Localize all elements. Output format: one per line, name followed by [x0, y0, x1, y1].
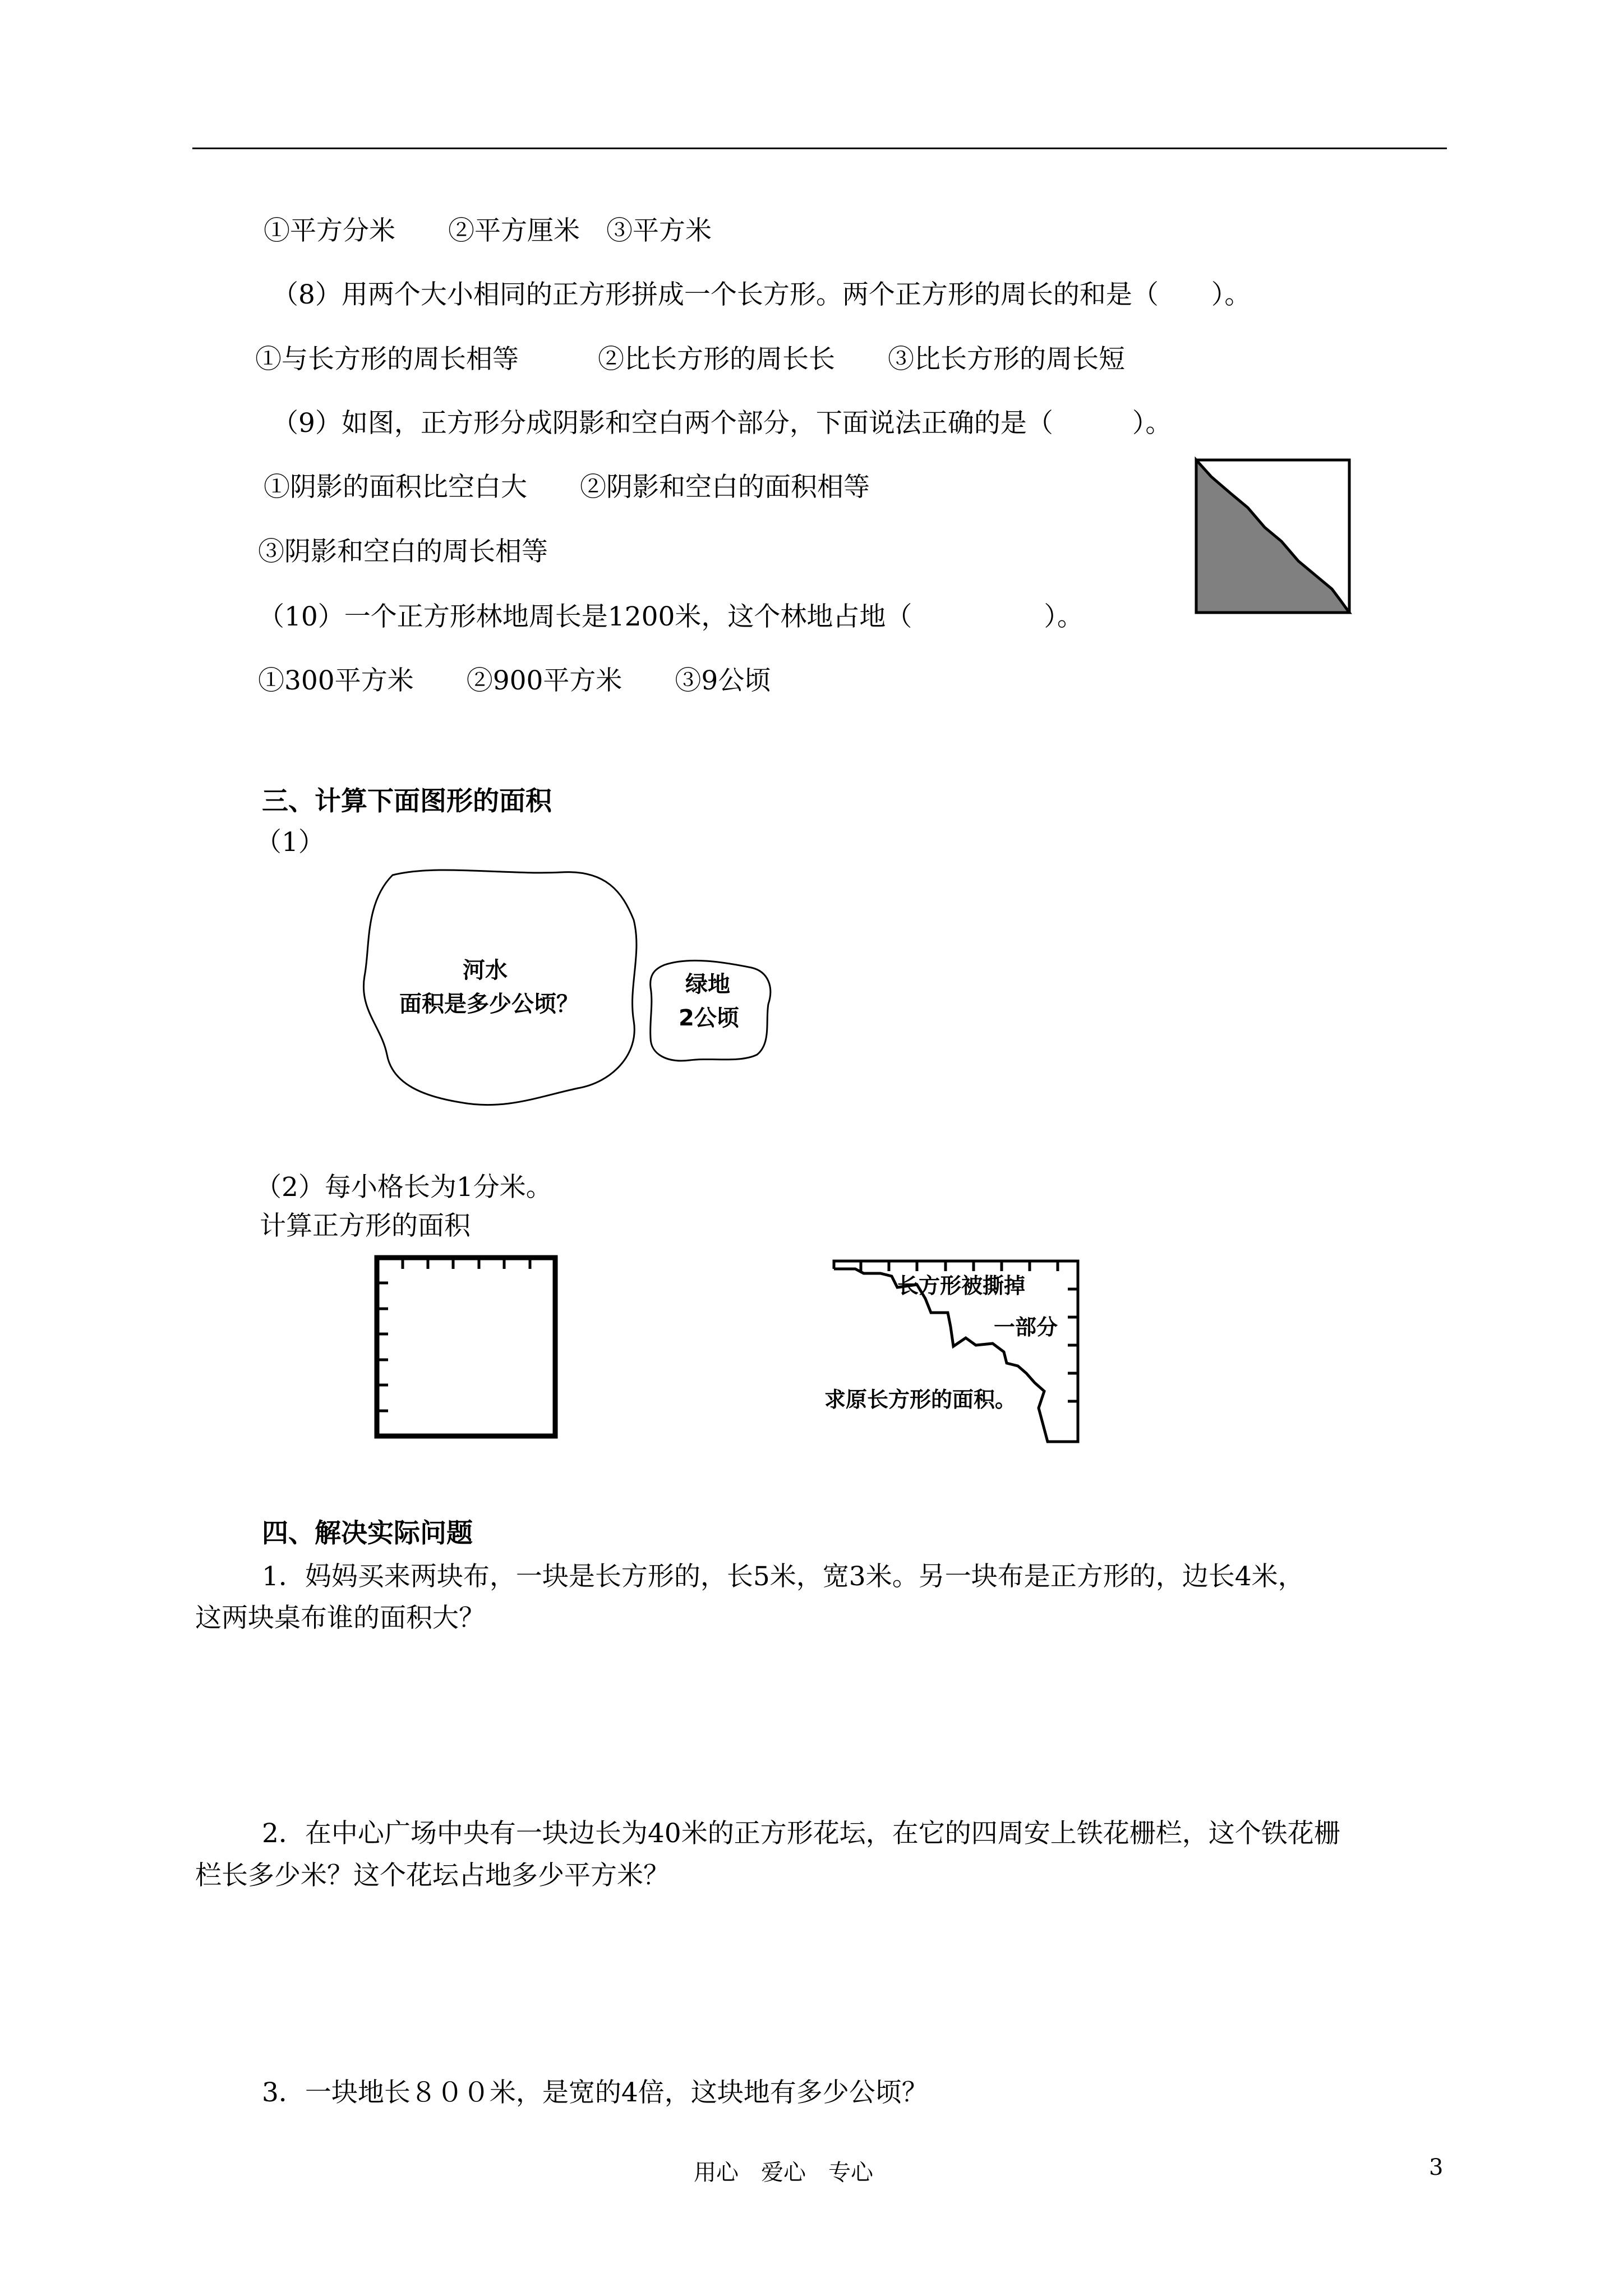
q9-shaded-region: [1196, 460, 1349, 613]
greenland-label-line1: 绿地: [685, 972, 730, 997]
q8-stem: （8）用两个大小相同的正方形拼成一个长方形。两个正方形的周长的和是（ ）。: [272, 279, 1251, 310]
torn-label-line3: 求原长方形的面积。: [824, 1387, 1017, 1412]
q7-options: ①平方分米 ②平方厘米 ③平方米: [264, 215, 712, 246]
river-label-line1: 河水: [463, 958, 508, 983]
section3-title: 三、计算下面图形的面积: [262, 786, 552, 817]
problem3-line1: 3．一块地长８００米，是宽的4倍，这块地有多少公顷？: [262, 2077, 928, 2108]
page-number: 3: [1429, 2155, 1444, 2180]
river-blob: [363, 870, 637, 1105]
section4-title: 四、解决实际问题: [262, 1518, 473, 1549]
problem1-line1: 1．妈妈买来两块布，一块是长方形的，长5米，宽3米。另一块布是正方形的，边长4米，: [262, 1561, 1304, 1592]
q9-stem: （9）如图，正方形分成阴影和空白两个部分，下面说法正确的是（ ）。: [272, 408, 1172, 439]
problem2-line1: 2．在中心广场中央有一块边长为40米的正方形花坛，在它的四周安上铁花栅栏，这个铁花栅: [262, 1818, 1340, 1849]
section3-item1: （1）: [255, 827, 325, 858]
q10-stem: （10）一个正方形林地周长是1200米，这个林地占地（ ）。: [258, 601, 1083, 632]
header-rule: [192, 148, 1447, 149]
q9-option-2: ③阴影和空白的周长相等: [258, 536, 548, 567]
problem1-line2: 这两块桌布谁的面积大？: [195, 1603, 485, 1634]
river-label-line2: 面积是多少公顷？: [399, 991, 579, 1017]
footer-motto: 用心 爱心 专心: [694, 2160, 873, 2185]
q9-option-1: ①阴影的面积比空白大 ②阴影和空白的面积相等: [264, 472, 870, 503]
torn-label-line2: 一部分: [994, 1315, 1058, 1340]
greenland-label-line2: 2公顷: [679, 1005, 739, 1031]
q10-options: ①300平方米 ②900平方米 ③9公顷: [258, 665, 771, 696]
problem2-line2: 栏长多少米？这个花坛占地多少平方米？: [195, 1860, 670, 1891]
section3-item2-sub: 计算正方形的面积: [260, 1211, 471, 1241]
q8-options: ①与长方形的周长相等 ②比长方形的周长长 ③比长方形的周长短: [255, 344, 1125, 375]
grid-square-figure: [377, 1258, 555, 1436]
torn-label-line1: 长方形被撕掉: [897, 1273, 1026, 1298]
q9-square-figure: [1196, 460, 1349, 613]
section3-item2: （2）每小格长为1分米。: [255, 1172, 552, 1203]
